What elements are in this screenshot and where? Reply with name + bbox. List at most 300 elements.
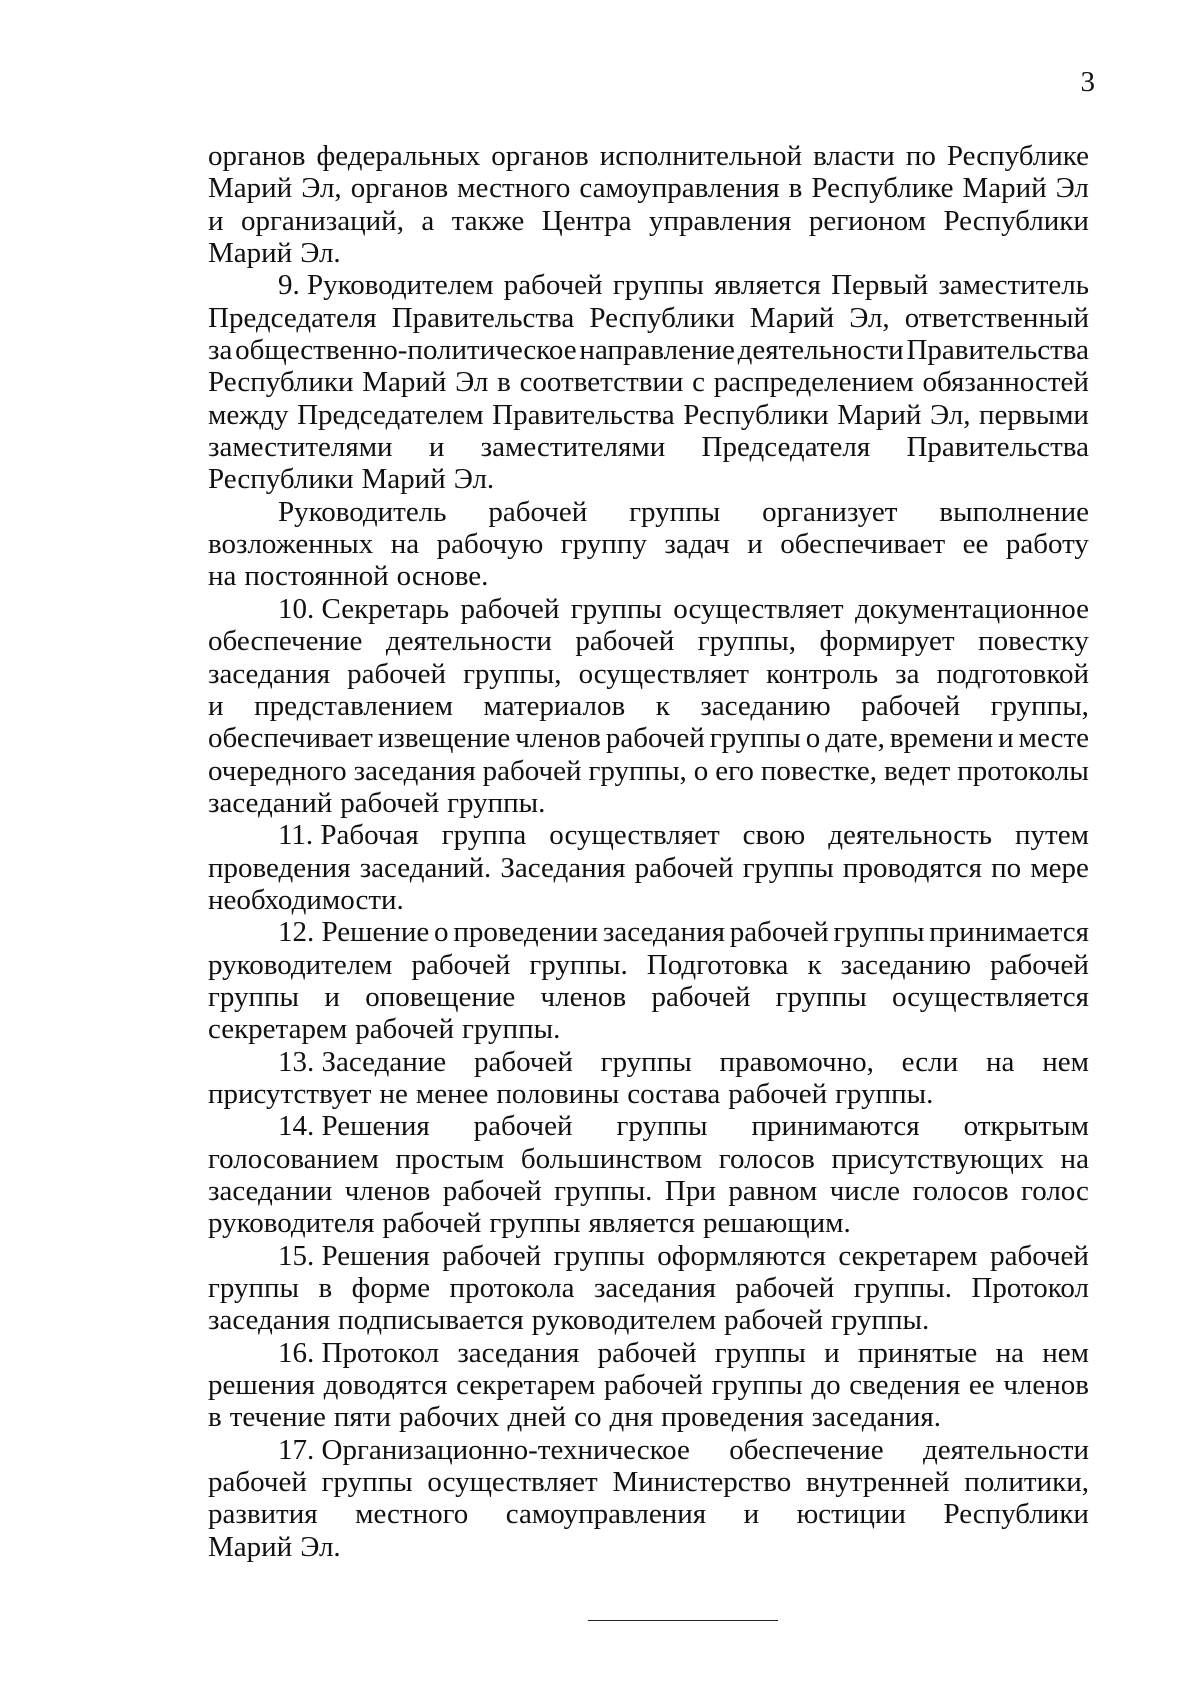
word: первыми: [979, 398, 1089, 431]
word: членов: [344, 1175, 431, 1207]
word: Заседания: [500, 851, 626, 884]
word: заседанию: [700, 689, 831, 722]
word: и: [998, 722, 1014, 755]
word: рабочей: [605, 722, 705, 755]
word: органов: [350, 172, 449, 205]
word: Руководитель: [278, 495, 447, 528]
word: Министерство: [612, 1466, 792, 1499]
word: рабочей: [597, 1336, 697, 1369]
word: соответствии: [519, 366, 684, 399]
word: заместитель: [938, 269, 1089, 302]
word: Первый: [831, 269, 929, 302]
text-line: [208, 722, 1089, 754]
word: органов: [208, 140, 306, 172]
word: и: [208, 204, 224, 237]
word: заседанию: [840, 948, 972, 981]
word: юстиции: [796, 1498, 906, 1531]
word: доводятся: [323, 1369, 448, 1402]
word: осуществляет: [673, 592, 844, 625]
word: секретарем: [838, 1239, 978, 1272]
word: его: [715, 754, 754, 787]
word: группы: [489, 1207, 581, 1240]
word: рабочих: [398, 1401, 500, 1434]
word: рабочей: [729, 916, 829, 949]
word: половины: [496, 1077, 620, 1110]
word: группы: [570, 592, 662, 625]
text-line: [208, 884, 1089, 916]
word: и: [428, 431, 445, 464]
word: Республики: [208, 366, 354, 399]
word: власти: [813, 140, 895, 172]
word: в: [208, 1401, 222, 1434]
word: осуществляет: [549, 819, 720, 852]
word: обязанностей: [922, 366, 1089, 399]
word: заседания.: [811, 1401, 941, 1434]
word: обеспечение: [729, 1433, 884, 1466]
word: исполнительной: [599, 140, 803, 172]
text-line: [208, 334, 1089, 366]
word: группы: [208, 980, 300, 1013]
text-line: [208, 1304, 1089, 1336]
word: 13. Заседание: [278, 1045, 447, 1078]
word: При: [664, 1175, 716, 1207]
word: в: [788, 172, 803, 205]
word: ее: [962, 528, 989, 561]
word: группы: [714, 1336, 806, 1369]
word: группа: [441, 819, 527, 852]
word: рабочей: [728, 1077, 828, 1110]
word: между: [208, 398, 289, 431]
word: рабочей: [861, 689, 961, 722]
word: сведения: [849, 1369, 961, 1402]
word: времени: [889, 722, 994, 755]
word: за: [208, 334, 233, 367]
word: Эл: [455, 366, 489, 399]
word: рабочей: [604, 1369, 703, 1402]
word: заседания: [602, 916, 725, 949]
word: заседании: [208, 1175, 333, 1207]
word: Республики: [683, 398, 829, 431]
word: принятые: [857, 1336, 978, 1369]
word: развития: [208, 1498, 318, 1531]
word: осуществляется: [892, 980, 1089, 1013]
text-line: [208, 1013, 1089, 1045]
word: рабочей: [442, 1239, 542, 1272]
word: Эл,: [849, 301, 890, 334]
word: рабочей: [340, 786, 440, 819]
word: Эл: [1055, 172, 1089, 205]
word: управления: [648, 204, 792, 237]
word: на: [390, 528, 420, 561]
word: на: [1060, 1142, 1089, 1175]
word: осуществляет: [427, 1466, 598, 1499]
word: числе: [829, 1175, 901, 1207]
text-line: [208, 463, 1089, 495]
word: голосов: [718, 1142, 815, 1175]
word: Республики: [943, 204, 1089, 237]
word: принимаются: [751, 1110, 920, 1143]
word: месте: [1018, 722, 1089, 755]
word: руководителя: [208, 1207, 375, 1240]
word: Республики: [943, 1498, 1089, 1531]
word: путем: [1015, 819, 1089, 852]
word: Республики: [589, 301, 735, 334]
word: также: [451, 204, 525, 237]
word: 15. Решения: [278, 1239, 430, 1272]
word: рабочей: [651, 980, 751, 1013]
word: организует: [762, 495, 898, 528]
word: рабочей: [735, 1272, 835, 1305]
word: Республике: [811, 172, 954, 205]
word: группы.: [835, 1077, 934, 1110]
word: рабочей: [442, 1175, 542, 1207]
word: группы.: [853, 1272, 952, 1305]
word: большинством: [520, 1142, 703, 1175]
word: самоуправления: [505, 1498, 707, 1531]
word: по: [991, 851, 1022, 884]
word: руководителем: [531, 1304, 717, 1337]
word: 17. Организационно-техническое: [278, 1433, 690, 1466]
word: и: [747, 528, 763, 561]
word: федеральных: [316, 140, 481, 172]
text-line: [208, 431, 1089, 463]
word: голосованием: [208, 1142, 379, 1175]
text-line: [208, 1272, 1089, 1304]
word: работу: [1005, 528, 1089, 561]
word: заседания: [208, 657, 331, 690]
word: дней: [507, 1401, 567, 1434]
word: на: [995, 1336, 1024, 1369]
word: заместителями: [480, 431, 666, 464]
word: секретарем: [456, 1369, 596, 1402]
word: группу: [560, 528, 647, 561]
word: самоуправления: [579, 172, 780, 205]
word: повестке,: [760, 754, 877, 787]
word: правомочно,: [719, 1045, 874, 1078]
text-line: [208, 819, 1089, 851]
word: Правительства: [906, 334, 1089, 367]
word: со: [574, 1401, 602, 1434]
word: группы,: [990, 689, 1089, 722]
text-line: [208, 1434, 1089, 1466]
end-rule: [588, 1620, 778, 1621]
word: к: [655, 689, 670, 722]
text-line: [208, 1337, 1089, 1369]
word: подписывается: [338, 1304, 524, 1337]
word: группы.: [830, 1304, 930, 1337]
word: деятельность: [828, 819, 992, 852]
text-line: [208, 496, 1089, 528]
word: в: [497, 366, 511, 399]
word: группы.: [529, 948, 628, 981]
word: 16. Протокол: [278, 1336, 440, 1369]
text-line: [208, 399, 1089, 431]
text-line: [208, 366, 1089, 398]
word: документационное: [854, 592, 1089, 625]
word: до: [811, 1369, 841, 1402]
word: группы: [321, 1466, 413, 1499]
word: о: [693, 754, 709, 787]
word: выполнение: [939, 495, 1089, 528]
text-line: [208, 1466, 1089, 1498]
word: на: [208, 560, 237, 593]
word: заместителями: [208, 431, 393, 464]
word: ее: [968, 1369, 995, 1402]
word: направление: [579, 334, 735, 367]
word: членов: [1003, 1369, 1089, 1402]
word: обеспечение: [208, 625, 363, 658]
word: Эл,: [301, 172, 342, 205]
text-line: [208, 787, 1089, 819]
word: рабочей: [347, 657, 447, 690]
word: дате,: [825, 722, 885, 755]
word: Марий: [208, 1530, 293, 1563]
word: свою: [742, 819, 806, 852]
page-number: 3: [1080, 66, 1095, 98]
word: материалов: [483, 689, 626, 722]
body-text: [208, 140, 1089, 1563]
word: и: [208, 689, 224, 722]
word: решения: [208, 1369, 315, 1402]
word: рабочей: [488, 495, 588, 528]
text-line: [208, 916, 1089, 948]
word: распределением: [713, 366, 914, 399]
word: является: [714, 269, 821, 302]
text-line: [208, 528, 1089, 560]
word: дня: [609, 1401, 654, 1434]
text-line: [208, 981, 1089, 1013]
text-line: [208, 1143, 1089, 1175]
word: заседания: [593, 1272, 717, 1305]
word: рабочей: [724, 1304, 823, 1337]
word: Правительства: [391, 301, 575, 334]
word: Марий: [837, 398, 922, 431]
word: группы: [553, 1239, 645, 1272]
word: голосов: [912, 1175, 1009, 1207]
text-line: [208, 593, 1089, 625]
word: заседания: [457, 1336, 580, 1369]
text-line: [208, 205, 1089, 237]
word: протоколы: [957, 754, 1089, 787]
word: Председателя: [208, 301, 377, 334]
text-line: [208, 625, 1089, 657]
word: рабочей: [473, 1110, 573, 1143]
word: решающим.: [703, 1207, 851, 1240]
text-line: [208, 949, 1089, 981]
text-line: [208, 172, 1089, 204]
word: принимается: [929, 916, 1089, 949]
word: не: [379, 1077, 408, 1110]
word: органов: [491, 140, 589, 172]
word: заседания: [353, 754, 476, 787]
word: рабочей: [208, 1466, 307, 1499]
text-line: [208, 1078, 1089, 1110]
word: деятельности: [385, 625, 552, 658]
word: подготовкой: [936, 657, 1089, 690]
word: Марий: [362, 366, 447, 399]
word: с: [692, 366, 706, 399]
word: задач: [664, 528, 730, 561]
word: оформляются: [657, 1239, 826, 1272]
word: постоянной: [244, 560, 389, 593]
word: открытым: [963, 1110, 1089, 1143]
word: секретарем: [208, 1013, 348, 1046]
word: группы: [629, 495, 721, 528]
word: проводятся: [842, 851, 982, 884]
word: заседаний.: [359, 851, 492, 884]
word: представлением: [254, 689, 454, 722]
word: рабочей: [482, 754, 582, 787]
word: менее: [415, 1077, 489, 1110]
word: Председателем: [297, 398, 484, 431]
text-line: [208, 1498, 1089, 1530]
text-line: [208, 1175, 1089, 1207]
word: 10. Секретарь: [278, 592, 450, 625]
word: проведения: [208, 851, 351, 884]
word: ответственный: [904, 301, 1089, 334]
word: Центра: [541, 204, 632, 237]
word: Подготовка: [646, 948, 789, 981]
word: если: [901, 1045, 959, 1078]
word: рабочую: [436, 528, 544, 561]
word: 9. Руководителем: [278, 269, 494, 302]
word: рабочей: [990, 1239, 1089, 1272]
word: проведения: [661, 1401, 804, 1434]
word: рабочей: [460, 592, 560, 625]
text-line: [208, 1110, 1089, 1142]
word: о: [805, 722, 821, 755]
word: рабочей: [634, 851, 734, 884]
text-line: [208, 269, 1089, 301]
word: осуществляет: [578, 657, 749, 690]
word: группы.: [554, 1175, 653, 1207]
word: Эл.: [300, 237, 341, 270]
word: Республики: [208, 463, 354, 496]
word: группы: [775, 980, 867, 1013]
text-line: [208, 1240, 1089, 1272]
word: очередного: [208, 754, 347, 787]
word: присутствующих: [831, 1142, 1044, 1175]
word: протокола: [449, 1272, 575, 1305]
word: организаций,: [241, 204, 404, 237]
word: группы.: [462, 1013, 561, 1046]
word: Эл,: [929, 398, 971, 431]
word: обеспечивает: [208, 722, 373, 755]
word: общественно-политическое: [235, 334, 577, 367]
text-line: [208, 852, 1089, 884]
word: пяти: [333, 1401, 391, 1434]
word: в: [318, 1272, 333, 1305]
word: форме: [351, 1272, 431, 1305]
word: руководителем: [208, 948, 393, 981]
word: Правительства: [492, 398, 675, 431]
word: членов: [515, 722, 601, 755]
word: оповещение: [365, 980, 516, 1013]
word: Председателя: [701, 431, 871, 464]
word: течение: [229, 1401, 326, 1434]
word: и: [743, 1498, 760, 1531]
word: рабочей: [503, 269, 603, 302]
text-line: [208, 302, 1089, 334]
word: заседаний: [208, 786, 333, 819]
word: местного: [355, 1498, 469, 1531]
word: на: [985, 1045, 1015, 1078]
word: рабочей: [990, 948, 1089, 981]
word: Марий: [208, 172, 293, 205]
word: политики,: [964, 1466, 1089, 1499]
word: группы.: [447, 786, 546, 819]
word: местного: [457, 172, 571, 205]
word: Правительства: [906, 431, 1089, 464]
word: состава: [627, 1077, 721, 1110]
word: рабочей: [473, 1045, 573, 1078]
word: группы: [612, 269, 704, 302]
word: извещение: [377, 722, 511, 755]
word: группы: [709, 722, 801, 755]
word: основе.: [396, 560, 489, 593]
word: 11. Рабочая: [278, 819, 419, 852]
word: и: [824, 1336, 840, 1369]
word: Марий: [962, 172, 1047, 205]
word: Эл.: [453, 463, 495, 496]
text-line: [208, 658, 1089, 690]
word: возложенных: [208, 528, 374, 561]
word: группы: [616, 1110, 708, 1143]
word: группы,: [588, 754, 687, 787]
word: группы,: [463, 657, 562, 690]
text-line: [208, 1531, 1089, 1563]
word: за: [895, 657, 920, 690]
word: по: [905, 140, 936, 172]
word: группы: [833, 916, 925, 949]
word: группы: [742, 851, 834, 884]
word: контроль: [766, 657, 879, 690]
word: заседания: [208, 1304, 331, 1337]
word: к: [807, 948, 822, 981]
word: обеспечивает: [780, 528, 946, 561]
word: Марий: [749, 301, 835, 334]
text-line: [208, 1046, 1089, 1078]
word: рабочей: [575, 625, 675, 658]
word: а: [421, 204, 435, 237]
text-line: [208, 755, 1089, 787]
word: рабочей: [355, 1013, 455, 1046]
word: нем: [1042, 1045, 1089, 1078]
text-line: [208, 1207, 1089, 1239]
word: и: [324, 980, 340, 1013]
word: формирует: [819, 625, 955, 658]
word: Республике: [946, 140, 1089, 172]
word: голос: [1021, 1175, 1089, 1207]
word: 12. Решение: [278, 916, 430, 949]
word: необходимости.: [208, 883, 404, 916]
word: группы,: [697, 625, 797, 658]
word: Эл.: [300, 1530, 341, 1563]
text-line: [208, 1369, 1089, 1401]
text-line: [208, 560, 1089, 592]
word: простым: [395, 1142, 505, 1175]
word: рабочей: [382, 1207, 482, 1240]
word: присутствует: [208, 1077, 372, 1110]
word: группы: [600, 1045, 692, 1078]
word: деятельности: [922, 1433, 1089, 1466]
word: регионом: [808, 204, 926, 237]
word: Марий: [361, 463, 446, 496]
text-line: [208, 237, 1089, 269]
word: Марий: [208, 237, 293, 270]
word: группы: [208, 1272, 300, 1305]
word: нем: [1042, 1336, 1089, 1369]
